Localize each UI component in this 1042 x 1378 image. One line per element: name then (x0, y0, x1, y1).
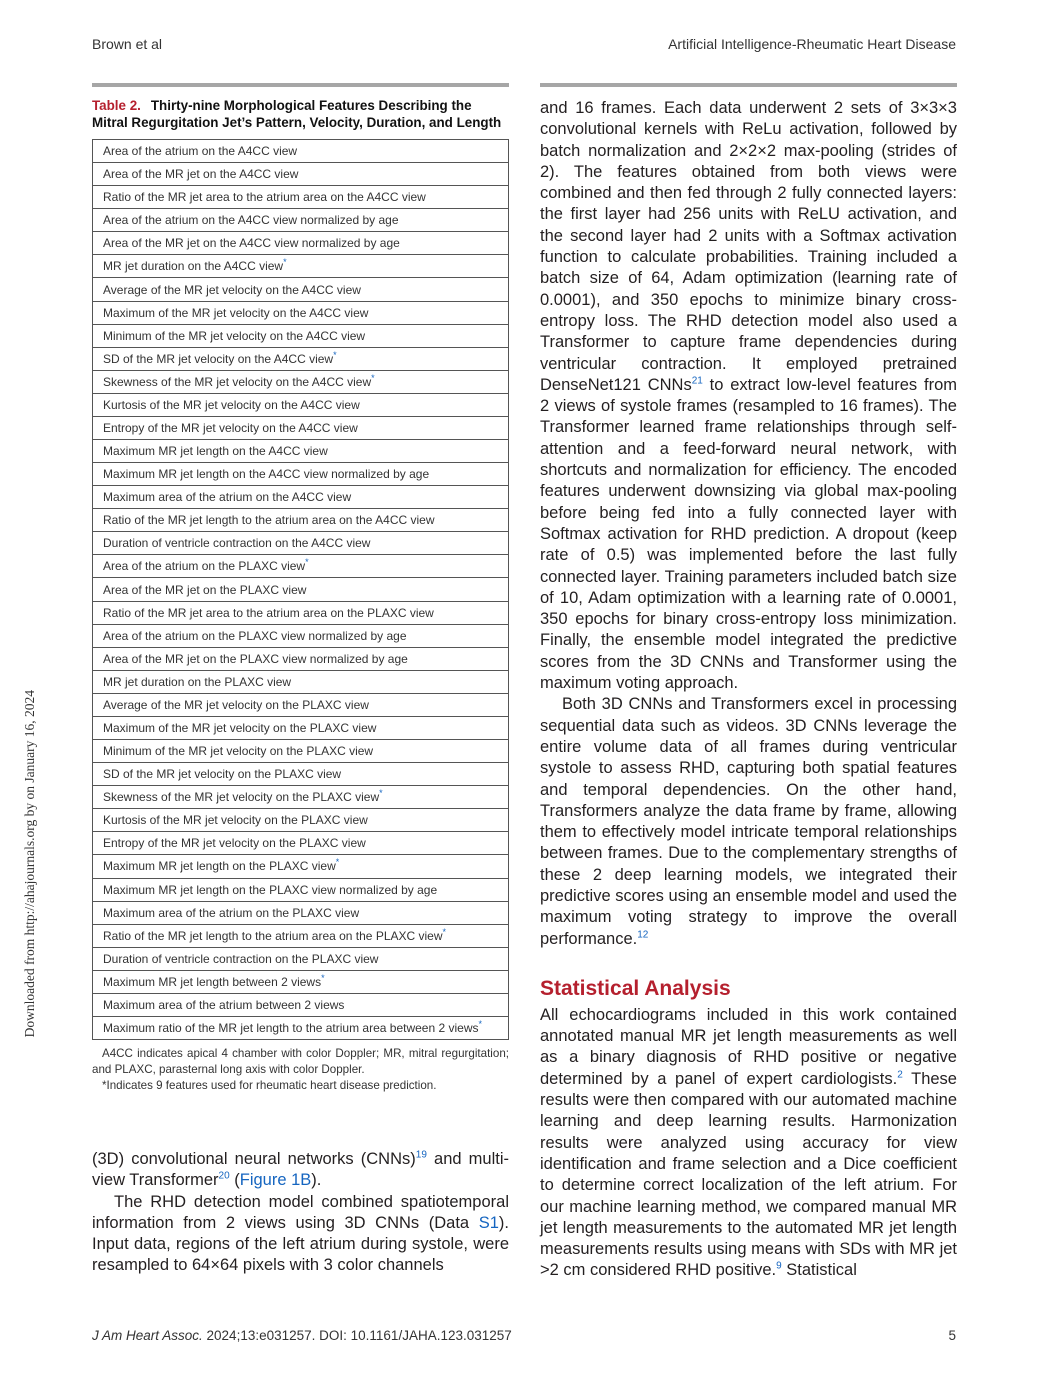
table-cell (93, 532, 509, 555)
table-cell (93, 578, 509, 601)
table-row (93, 301, 509, 324)
table-row (93, 947, 509, 970)
figure-link[interactable]: Figure 1B (239, 1171, 312, 1190)
table-cell (93, 209, 509, 232)
feature-text: Maximum area of the atrium on the A4CC view (103, 490, 352, 505)
table-cell (93, 347, 509, 370)
table-cell (93, 740, 509, 763)
feature-text: MR jet duration on the PLAXC view (103, 674, 292, 689)
feature-text: Minimum of the MR jet velocity on the PLAXC view (103, 744, 374, 759)
feature-text: Duration of ventricle contraction on the PLAXC view (103, 951, 379, 966)
running-header-author: Brown et al (92, 36, 163, 52)
table-cell (93, 878, 509, 901)
feature-text: Area of the atrium on the PLAXC view normalized by age (103, 628, 407, 643)
feature-text: Maximum MR jet length on the A4CC view (103, 444, 328, 459)
table-row (93, 740, 509, 763)
feature-text: SD of the MR jet velocity on the A4CC view (103, 351, 334, 366)
feature-text: Area of the MR jet on the PLAXC view normalized by age (103, 651, 408, 666)
reference[interactable]: 12 (637, 929, 649, 941)
feature-text: Area of the MR jet on the A4CC view normalized by age (103, 236, 400, 251)
feature-text: Ratio of the MR jet length to the atrium area on the A4CC view (103, 513, 435, 528)
paragraph: Both 3D CNNs and Transformers excel in processing sequential data such as videos. 3D CNNs leverage the entire volume data of all frames during ventricular systole to assess RHD, capturing both spatial features and temporal dependencies. On the other hand, Transformers analyze the data frame by frame, allowing them to effectively model intricate temporal relationships between frames. Due to the complementary strengths of these 2 deep learning models, we integrated their predictive scores using an ensemble model and used the maximum voting strategy to improve the overall performance.$^{12}$ (540, 695, 957, 948)
left-column (92, 83, 509, 1094)
reference[interactable]: 9 (776, 1260, 782, 1272)
table-cell (93, 416, 509, 439)
table-cell (93, 763, 509, 786)
table-row (93, 370, 509, 393)
feature-marker: * (283, 257, 287, 268)
table-row (93, 901, 509, 924)
feature-text: Area of the MR jet on the A4CC view (103, 167, 299, 182)
paragraph: All echocardiograms included in this work contained annotated manual MR jet length measurements as well as a binary diagnosis of RHD positive or negative determined by a panel of expert cardiologists.$^2$ These results were then compared with our automated machine learning and deep learning results. Harmonization results were analyzed using accuracy for view identification and frame selection and a Dice coefficient to determine correct localization of the left atrium. For our machine learning method, we compared manual MR jet length measurements to the automated MR jet length measurements results using means with SDs with MR jet >2 cm considered RHD positive.$^9$ Statistical (540, 1005, 957, 1280)
feature-text: Area of the atrium on the A4CC view normalized by age (103, 213, 399, 228)
table-row (93, 140, 509, 163)
feature-text: SD of the MR jet velocity on the PLAXC view (103, 767, 342, 782)
feature-marker: * (442, 926, 447, 937)
table-row (93, 809, 509, 832)
table-row (93, 786, 509, 809)
table-cell (93, 786, 509, 809)
feature-text: Average of the MR jet velocity on the PLAXC view (103, 697, 369, 712)
table-cell (93, 832, 509, 855)
page-number: 5 (948, 1328, 956, 1343)
table-row (93, 855, 509, 878)
table-row (93, 186, 509, 209)
feature-text: MR jet duration on the A4CC view (103, 259, 284, 274)
feature-text: Kurtosis of the MR jet velocity on the A4CC view (103, 397, 360, 412)
download-side-note (22, 690, 44, 1062)
feature-marker: * (305, 557, 309, 568)
table-cell (93, 370, 509, 393)
reference[interactable]: 19 (415, 1149, 427, 1161)
table-cell (93, 670, 509, 693)
feature-text: Entropy of the MR jet velocity on the A4CC view (103, 420, 358, 435)
table-row (93, 486, 509, 509)
table-cell (93, 947, 509, 970)
table-cell (93, 809, 509, 832)
table-row (93, 255, 509, 278)
table-row (93, 555, 509, 578)
reference[interactable]: 21 (691, 375, 703, 387)
table-cell (93, 232, 509, 255)
feature-text: Maximum area of the atrium between 2 views (103, 997, 345, 1012)
table-cell (93, 1016, 509, 1039)
table-row (93, 993, 509, 1016)
table-row (93, 209, 509, 232)
table-row (93, 509, 509, 532)
table-cell (93, 440, 509, 463)
supplement-link[interactable]: S1 (478, 1213, 499, 1232)
section-heading: Statistical Analysis (540, 976, 731, 1000)
table-title: Thirty-nine Morphological Features Describing the Mitral Regurgitation Jet’s Pattern, Velocity, Duration, and Length (92, 98, 502, 130)
feature-text: Duration of ventricle contraction on the A4CC view (103, 536, 371, 551)
table-cell (93, 601, 509, 624)
feature-text: Average of the MR jet velocity on the A4CC view (103, 282, 361, 297)
table-cell (93, 993, 509, 1016)
paragraph: The RHD detection model combined spatiotemporal information from 2 views using 3D CNNs (Data S1). Input data, regions of the left atrium during systole, were resampled to 64×64 pixels with 3 color channels (92, 1192, 509, 1275)
feature-marker: * (371, 372, 375, 383)
table-row (93, 832, 509, 855)
feature-text: Skewness of the MR jet velocity on the A4CC view (103, 374, 372, 389)
feature-text: Maximum MR jet length between 2 views (103, 974, 322, 989)
table-row (93, 416, 509, 439)
paragraph: (3D) convolutional neural networks (CNNs)$^{19}$ and multi-view Transformer$^{20}$ (Figure 1B). (92, 1149, 509, 1190)
features-table (92, 139, 509, 1040)
table-cell (93, 901, 509, 924)
feature-text: Skewness of the MR jet velocity on the PLAXC view (103, 790, 380, 805)
left-body-text (92, 1149, 509, 1277)
table-cell (93, 716, 509, 739)
column-top-rule (540, 83, 957, 87)
paragraph: and 16 frames. Each data underwent 2 sets of 3×3×3 convolutional kernels with ReLu activation, followed by batch normalization and 2×2×2 max-pooling (strides of 2). The features obtained from both views were combined and then fed through 2 fully connected layers: the first layer had 256 units with ReLU activation, and the second layer had 2 units with a Softmax activation function to calculate probabilities. Training included a batch size of 64, Adam optimization (learning rate of 0.0001), and 350 epochs to minimize binary cross-entropy loss. The RHD detection model also used a Transformer to capture frame dependencies during ventricular contraction. It employed pretrained DenseNet121 CNNs$^{21}$ to extract low-level features from 2 views of systole frames (resampled to 16 frames). The Transformer learned frame relationships through self-attention and a feed-forward neural network, with shortcuts and normalization for efficiency. The encoded features underwent downsizing via global max-pooling before being fed into a fully connected layer with Softmax activation for RHD prediction. A dropout (keep rate of 0.5) was implemented before the last fully connected layer. Training parameters included batch size of 10, Adam optimization with a learning rate of 0.0001, 350 epochs for binary cross-entropy loss minimization. Finally, the ensemble model integrated the predictive scores from the 3D CNNs and Transformer using the maximum voting approach. (540, 99, 957, 693)
reference[interactable]: 20 (218, 1170, 230, 1182)
feature-text: Maximum of the MR jet velocity on the A4CC view (103, 305, 369, 320)
table-cell (93, 140, 509, 163)
table-cell (93, 278, 509, 301)
feature-text: Ratio of the MR jet length to the atrium area on the PLAXC view (103, 928, 443, 943)
table-row (93, 324, 509, 347)
table-row (93, 393, 509, 416)
feature-text: Area of the atrium on the A4CC view (103, 144, 298, 159)
table-row (93, 163, 509, 186)
feature-text: Entropy of the MR jet velocity on the PLAXC view (103, 836, 366, 851)
feature-marker: * (335, 857, 340, 868)
feature-text: Ratio of the MR jet area to the atrium area on the PLAXC view (103, 605, 434, 620)
feature-text: Maximum MR jet length on the PLAXC view (103, 859, 336, 874)
table-cell (93, 324, 509, 347)
table-row (93, 278, 509, 301)
footer-citation (92, 1328, 512, 1343)
table-cell (93, 970, 509, 993)
table-cell (93, 693, 509, 716)
table-cell (93, 393, 509, 416)
table-cell (93, 255, 509, 278)
table-cell (93, 486, 509, 509)
table-row (93, 232, 509, 255)
table-cell (93, 186, 509, 209)
download-side-note-text: Downloaded from http://ahajournals.org by on January 16, 2024 (22, 690, 37, 1038)
table-cell (93, 855, 509, 878)
table-row (93, 647, 509, 670)
feature-text: Maximum ratio of the MR jet length to the atrium area between 2 views (103, 1021, 479, 1035)
feature-text: Maximum area of the atrium on the PLAXC view (103, 905, 360, 920)
table-footnotes (92, 1046, 509, 1094)
table-row (93, 624, 509, 647)
table-abbreviations-note: A4CC indicates apical 4 chamber with color Doppler; MR, mitral regurgitation; and PLAXC, parasternal long axis with color Doppler. (92, 1047, 509, 1077)
table-cell (93, 509, 509, 532)
feature-marker: * (379, 788, 383, 799)
feature-marker: * (333, 349, 337, 360)
feature-text: Minimum of the MR jet velocity on the A4CC view (103, 328, 366, 343)
table-cell (93, 163, 509, 186)
table-cell (93, 624, 509, 647)
citation-details: 2024;13:e031257. DOI: 10.1161/JAHA.123.031257 (202, 1328, 512, 1343)
feature-text: Ratio of the MR jet area to the atrium area on the A4CC view (103, 190, 426, 205)
table-row (93, 693, 509, 716)
reference[interactable]: 2 (897, 1069, 903, 1081)
table-row (93, 1016, 509, 1039)
table-cell (93, 924, 509, 947)
table-row (93, 670, 509, 693)
journal-name: J Am Heart Assoc. (92, 1328, 203, 1343)
table-row (93, 924, 509, 947)
table-row (93, 440, 509, 463)
table-row (93, 532, 509, 555)
table-label: Table 2. (92, 98, 141, 113)
table-star-note: *Indicates 9 features used for rheumatic heart disease prediction. (102, 1079, 437, 1093)
table-row (93, 716, 509, 739)
table-caption (92, 97, 509, 131)
feature-text: Area of the atrium on the PLAXC view (103, 559, 306, 574)
table-row (93, 347, 509, 370)
table-row (93, 763, 509, 786)
table-row (93, 970, 509, 993)
table-row (93, 578, 509, 601)
right-body-text (540, 98, 957, 1282)
table-cell (93, 463, 509, 486)
table-row (93, 601, 509, 624)
feature-text: Maximum MR jet length on the PLAXC view normalized by age (103, 882, 438, 897)
table-top-rule (92, 83, 509, 87)
feature-marker: * (478, 1019, 483, 1029)
feature-text: Maximum of the MR jet velocity on the PLAXC view (103, 720, 377, 735)
table-row (93, 463, 509, 486)
right-column (540, 83, 957, 1282)
table-cell (93, 301, 509, 324)
table-cell (93, 555, 509, 578)
feature-text: Area of the MR jet on the PLAXC view (103, 582, 307, 597)
table-row (93, 878, 509, 901)
running-header-title: Artificial Intelligence-Rheumatic Heart Disease (668, 36, 956, 52)
feature-text: Kurtosis of the MR jet velocity on the PLAXC view (103, 813, 368, 828)
table-cell (93, 647, 509, 670)
feature-text: Maximum MR jet length on the A4CC view normalized by age (103, 467, 430, 482)
feature-marker: * (321, 972, 325, 983)
